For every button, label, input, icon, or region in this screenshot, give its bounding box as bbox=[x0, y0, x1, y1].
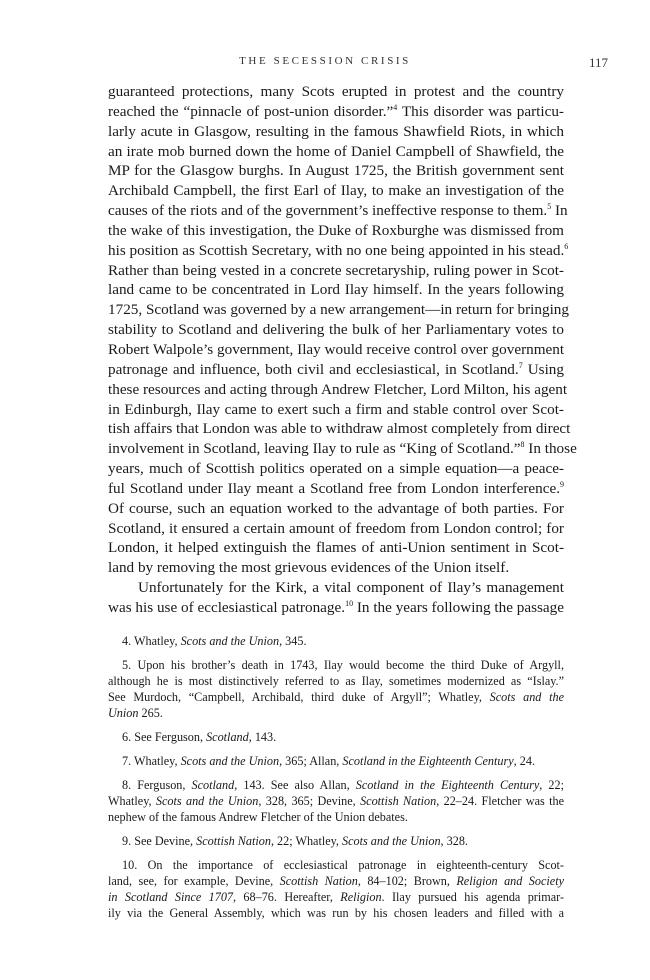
body-line: causes of the riots and of the government’s ineffective response to them.$^5$ In bbox=[108, 202, 568, 220]
body-line: his position as Scottish Secretary, with no one being appointed in his stead.$^6$ bbox=[108, 241, 569, 259]
footnote-line: 6. See Ferguson, Scotland, 143. bbox=[122, 730, 277, 744]
footnote-line: See Murdoch, “Campbell, Archibald, third duke of Argyll”; Whatley, Scots and the bbox=[108, 690, 564, 704]
body-line: these resources and acting through Andrew Fletcher, Lord Milton, his agent bbox=[108, 380, 568, 398]
footnote-line: 5. Upon his brother’s death in 1743, Ilay would become the third Duke of Argyll, bbox=[122, 658, 564, 672]
footnote bbox=[108, 777, 564, 825]
footnote-line: nephew of the famous Andrew Fletcher of the Union debates. bbox=[108, 810, 408, 824]
footnote-line: 10. On the importance of ecclesiastical patronage in eighteenth-century Scot- bbox=[122, 858, 564, 872]
body-line: Rather than being vested in a concrete secretaryship, ruling power in Scot- bbox=[108, 261, 564, 279]
body-line: the wake of this investigation, the Duke of Roxburghe was dismissed from bbox=[108, 221, 564, 239]
footnote-line: in Scotland Since 1707, 68–76. Hereafter, Religion. Ilay pursued his agenda primar- bbox=[108, 890, 564, 904]
footnote bbox=[108, 729, 564, 745]
footnote-line: 9. See Devine, Scottish Nation, 22; Whatley, Scots and the Union, 328. bbox=[122, 834, 468, 848]
footnote-line: Whatley, Scots and the Union, 328, 365; Devine, Scottish Nation, 22–24. Fletcher was the bbox=[108, 794, 564, 808]
footnote-line: although he is most distinctively referred to as Ilay, sometimes modernized as “Islay.” bbox=[108, 674, 564, 688]
footnote bbox=[108, 833, 564, 849]
footnote-line: 4. Whatley, Scots and the Union, 345. bbox=[122, 634, 307, 648]
footnote bbox=[108, 857, 564, 921]
footnote-line: land, see, for example, Devine, Scottish Nation, 84–102; Brown, Religion and Society bbox=[108, 874, 564, 888]
body-line: Scotland, it ensured a certain amount of freedom from London control; for bbox=[108, 519, 564, 537]
footnote-line: 7. Whatley, Scots and the Union, 365; Allan, Scotland in the Eighteenth Century, 24. bbox=[122, 754, 535, 768]
footnote bbox=[108, 633, 564, 649]
body-line: in Edinburgh, Ilay came to exert such a firm and stable control over Scot- bbox=[108, 400, 564, 418]
body-line: tish affairs that London was able to withdraw almost completely from direct bbox=[108, 420, 571, 438]
body-line: involvement in Scotland, leaving Ilay to rule as “King of Scotland.”$^8$ In those bbox=[108, 440, 577, 458]
body-line: larly acute in Glasgow, resulting in the famous Shawfield Riots, in which bbox=[108, 122, 564, 140]
body-line: an irate mob burned down the home of Daniel Campbell of Shawfield, the bbox=[108, 142, 564, 160]
body-line: land came to be concentrated in Lord Ilay himself. In the years following bbox=[108, 281, 564, 299]
page-header bbox=[0, 55, 650, 71]
footnote-line: Union 265. bbox=[108, 706, 163, 720]
body-line: Robert Walpole’s government, Ilay would receive control over government bbox=[108, 340, 565, 358]
body-line: London, it helped extinguish the flames of anti-Union sentiment in Scot- bbox=[108, 539, 564, 557]
body-line: stability to Scotland and delivering the bulk of her Parliamentary votes to bbox=[108, 321, 564, 339]
body-line: Unfortunately for the Kirk, a vital component of Ilay’s management bbox=[138, 579, 564, 597]
body-line: ful Scotland under Ilay meant a Scotland free from London interference.$^9$ bbox=[108, 479, 564, 497]
running-head: THE SECESSION CRISIS bbox=[239, 55, 411, 67]
body-line: Archibald Campbell, the first Earl of Ilay, to make an investigation of the bbox=[108, 182, 564, 200]
footnote-line: 8. Ferguson, Scotland, 143. See also Allan, Scotland in the Eighteenth Century, 22; bbox=[122, 778, 564, 792]
body-line: MP for the Glasgow burghs. In August 1725, the British government sent bbox=[108, 162, 564, 180]
body-line: reached the “pinnacle of post-union disorder.”$^4$ This disorder was particu- bbox=[108, 102, 564, 120]
body-line: 1725, Scotland was governed by a new arrangement—in return for bringing bbox=[108, 301, 569, 319]
body-text bbox=[108, 82, 577, 618]
body-line: was his use of ecclesiastical patronage.$^{10}$ In the years following the passage bbox=[108, 598, 564, 616]
body-line: years, much of Scottish politics operated on a simple equation—a peace- bbox=[108, 460, 564, 478]
body-line: land by removing the most grievous evidences of the Union itself. bbox=[108, 559, 510, 577]
body-line: Of course, such an equation worked to the advantage of both parties. For bbox=[108, 499, 564, 517]
footnotes bbox=[108, 633, 564, 929]
page-number: 117 bbox=[588, 55, 608, 70]
body-line: patronage and influence, both civil and ecclesiastical, in Scotland.$^7$ Using bbox=[108, 360, 564, 378]
footnote bbox=[108, 753, 564, 769]
footnote bbox=[108, 657, 564, 721]
body-line: guaranteed protections, many Scots erupted in protest and the country bbox=[108, 83, 564, 100]
footnote-line: ily via the General Assembly, which was run by his chosen leaders and filled with a bbox=[108, 906, 564, 920]
